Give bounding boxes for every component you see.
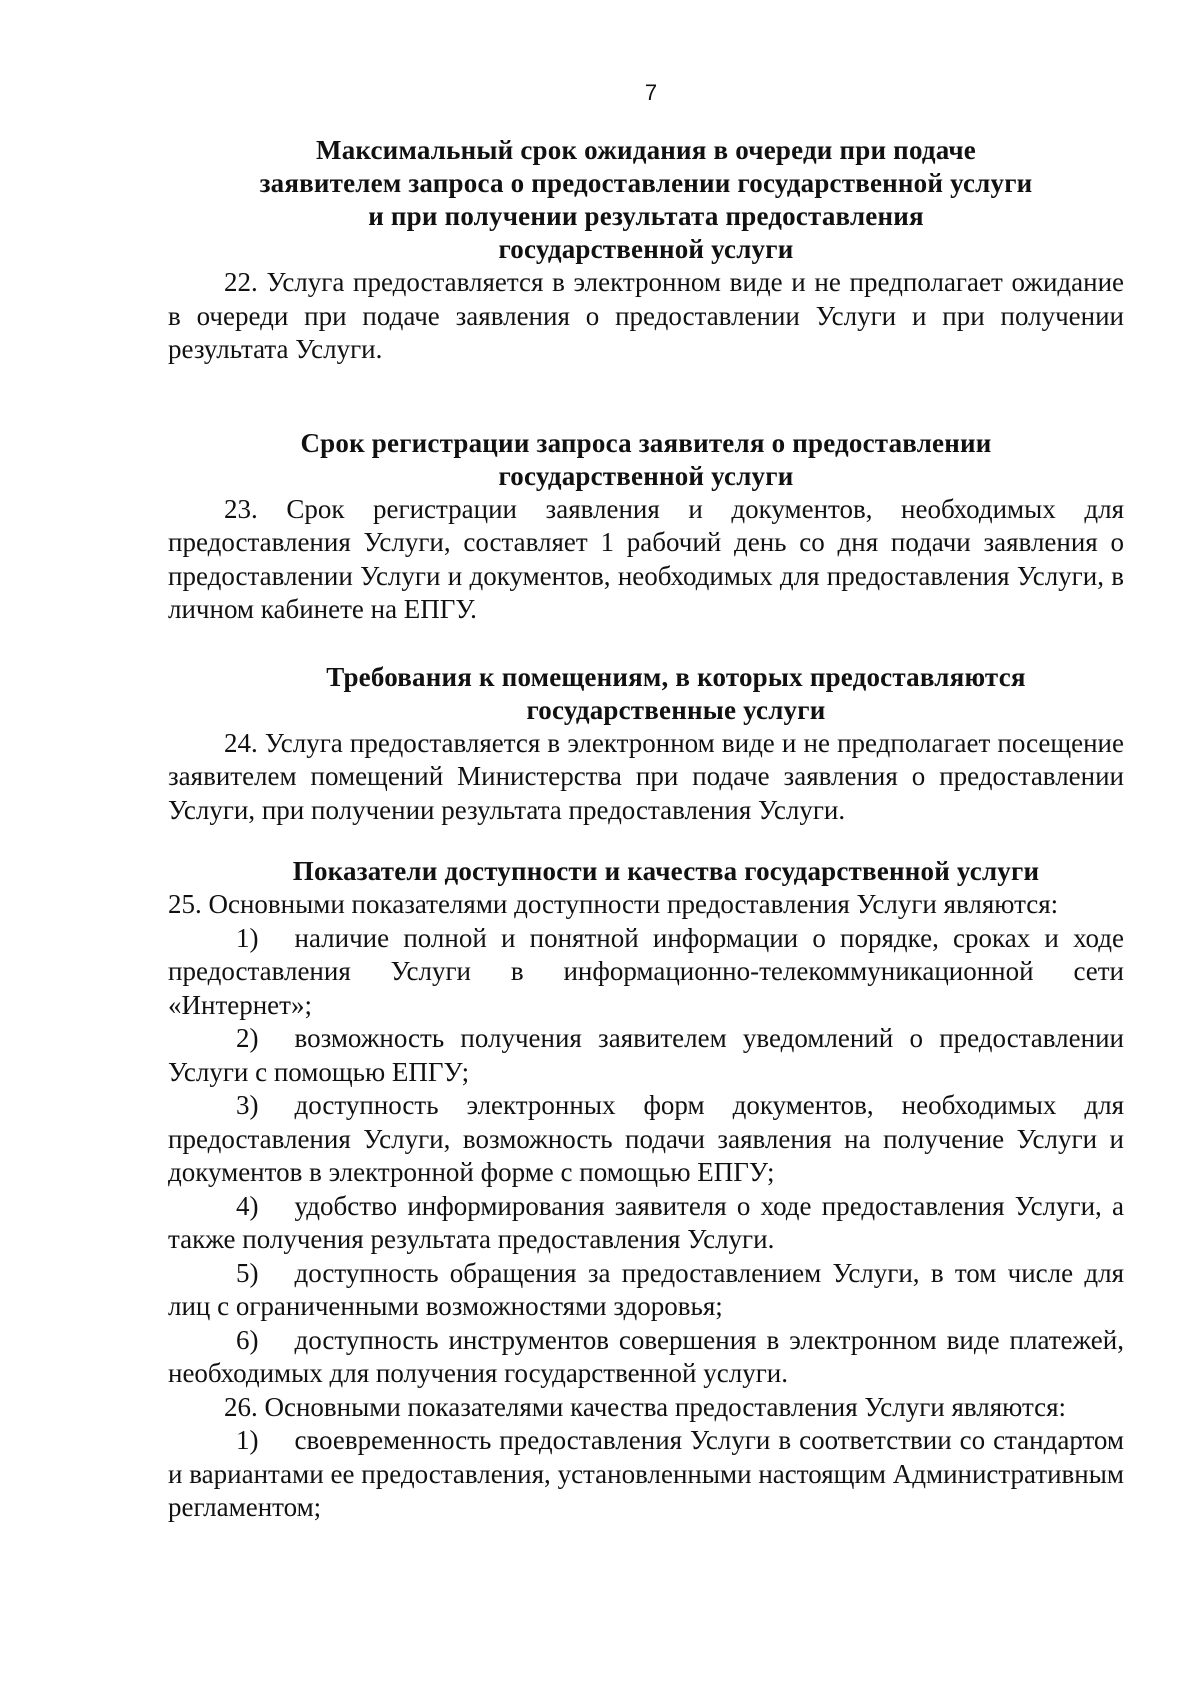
section-26 <box>168 1391 1124 1525</box>
list-item <box>168 1089 1124 1190</box>
paragraph-26-intro: 26. Основными показателями качества предоставления Услуги являются: <box>224 1391 1067 1422</box>
list-item <box>168 1190 1124 1257</box>
list-item <box>168 1022 1124 1089</box>
heading-line: Требования к помещениям, в которых предоставляются <box>326 661 1026 692</box>
heading-line: Срок регистрации запроса заявителя о предоставлении <box>300 427 992 458</box>
heading-line: государственной услуги <box>498 234 794 264</box>
list-item <box>168 1324 1124 1391</box>
section-heading <box>168 427 1124 493</box>
list-item <box>168 1257 1124 1324</box>
section-23 <box>168 427 1124 627</box>
section-heading <box>168 134 1124 266</box>
list-item <box>168 922 1124 1023</box>
heading-line: заявителем запроса о предоставлении государственной услуги <box>259 168 1033 198</box>
paragraph-24: 24. Услуга предоставляется в электронном виде и не предполагает посещение заявителем помещений Министерства при подаче заявления о предоставлении Услуги, при получении результата предоставления Услуги. <box>168 727 1124 825</box>
paragraph-23: 23. Срок регистрации заявления и документов, необходимых для предоставления Услуги, составляет 1 рабочий день со дня подачи заявления о предоставлении Услуги и документов, необходимых для предоставления Услуги, в личном кабинете на ЕПГУ. <box>168 493 1124 624</box>
section-heading: Показатели доступности и качества государственной услуги <box>292 856 1040 886</box>
section-heading <box>168 661 1124 727</box>
heading-line: государственной услуги <box>498 460 794 491</box>
list-item-number: 3) <box>236 1090 259 1120</box>
paragraph-25-intro: 25. Основными показателями доступности предоставления Услуги являются: <box>168 889 1059 919</box>
section-22 <box>168 134 1124 367</box>
list-item-text: наличие полной и понятной информации о порядке, сроках и ходе предоставления Услуги в информационно-телекоммуникационной сети «Интернет»; <box>168 922 1124 1020</box>
list-item-text: удобство информирования заявителя о ходе предоставления Услуги, а также получения результата предоставления Услуги. <box>168 1190 1124 1254</box>
list-item-text: доступность инструментов совершения в электронном виде платежей, необходимых для получения государственной услуги. <box>168 1324 1124 1388</box>
heading-line: государственные услуги <box>526 694 826 725</box>
section-25 <box>168 855 1124 1391</box>
list-item-text: своевременность предоставления Услуги в соответствии со стандартом и вариантами ее предоставления, установленными настоящим Административным регламентом; <box>168 1425 1124 1522</box>
section-24 <box>168 661 1124 828</box>
list-item-text: доступность обращения за предоставлением Услуги, в том числе для лиц с ограниченными возможностями здоровья; <box>168 1257 1124 1321</box>
list-item-number: 1) <box>236 1425 259 1455</box>
list-item-text: доступность электронных форм документов, необходимых для предоставления Услуги, возможность подачи заявления на получение Услуги и документов в электронной форме с помощью ЕПГУ; <box>168 1090 1124 1187</box>
list-item-number: 6) <box>236 1324 259 1355</box>
heading-line: и при получении результата предоставления <box>368 201 924 231</box>
heading-line: Максимальный срок ожидания в очереди при подаче <box>316 135 976 165</box>
paragraph-22: 22. Услуга предоставляется в электронном виде и не предполагает ожидание в очереди при подаче заявления о предоставлении Услуги и при получении результата Услуги. <box>168 267 1124 364</box>
page-number: 7 <box>644 80 658 105</box>
list-item-text: возможность получения заявителем уведомлений о предоставлении Услуги с помощью ЕПГУ; <box>168 1023 1124 1087</box>
list-item-number: 1) <box>236 922 259 953</box>
list-item-number: 2) <box>236 1023 259 1053</box>
list-item-number: 4) <box>236 1190 259 1221</box>
list-item <box>168 1424 1124 1525</box>
document-page <box>168 80 1124 1525</box>
list-item-number: 5) <box>236 1257 259 1288</box>
